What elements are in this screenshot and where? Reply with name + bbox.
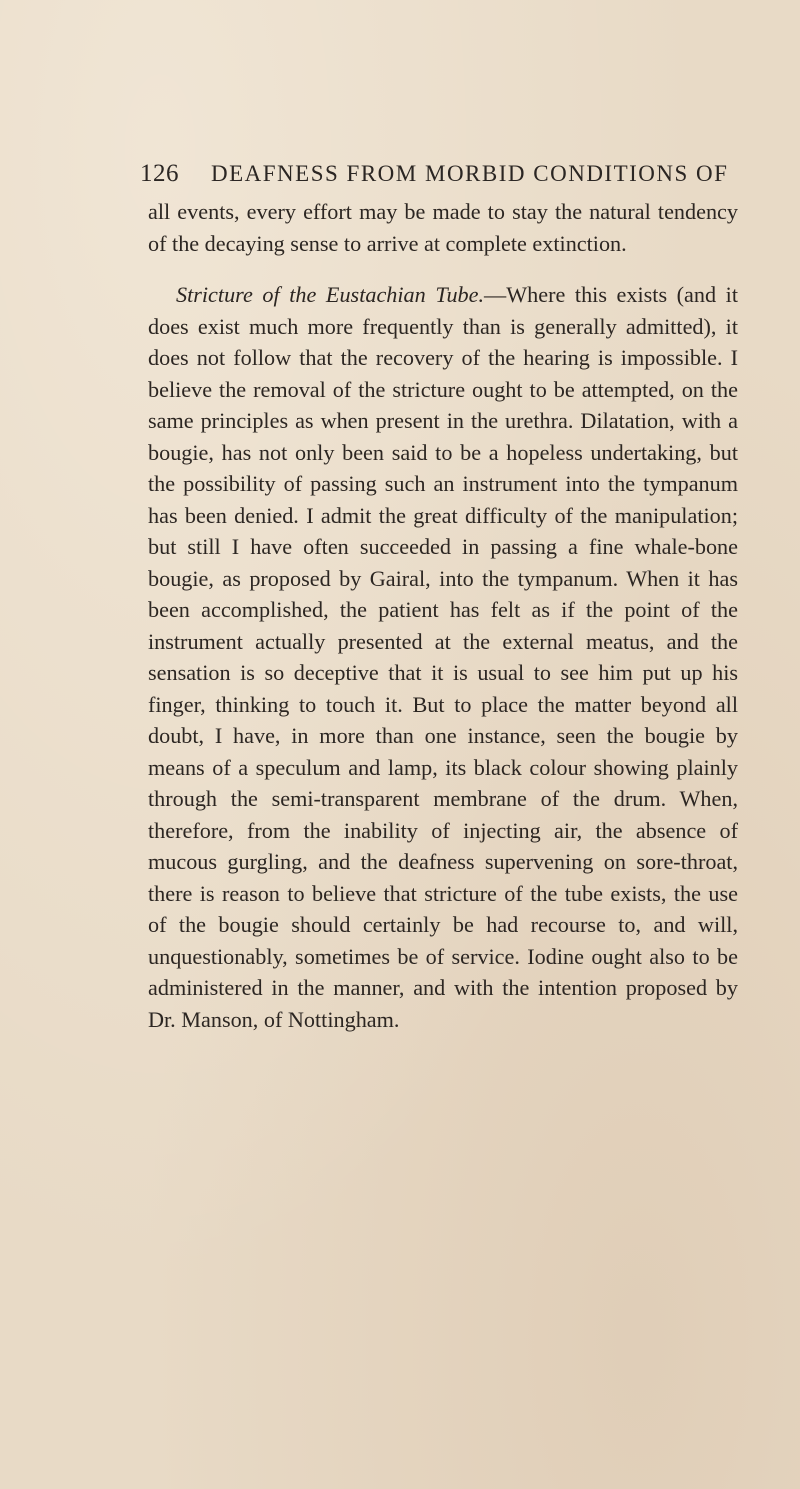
running-head	[140, 160, 740, 188]
section-heading: Stricture of the Eustachian Tube.	[176, 282, 485, 307]
paragraph-stricture-text: —Where this exists (and it does exist much more frequently than is generally admitted), it does not follow that the recovery of the hearing is impossible. I believe the removal of the stricture ought to be attempted, on the same principles as when present in the urethra. Dilatation, with a bougie, has not only been said to be a hopeless undertaking, but the possibility of passing such an instrument into the tympanum has been denied. I admit the great difficulty of the manipulation; but still I have often succeeded in passing a fine whale-bone bougie, as proposed by Gairal, into the tympanum. When it has been accomplished, the patient has felt as if the point of the instrument actually presented at the external meatus, and the sensation is so deceptive that it is usual to see him put up his finger, thinking to touch it. But to place the matter beyond all doubt, I have, in more than one instance, seen the bougie by means of a speculum and lamp, its black colour showing plainly through the semi-transparent membrane of the drum. When, therefore, from the inability of injecting air, the absence of mucous gurgling, and the deafness supervening on sore-throat, there is reason to believe that stricture of the tube exists, the use of the bougie should certainly be had recourse to, and will, unquestionably, sometimes be of service. Iodine ought also to be administered in the manner, and with the intention proposed by Dr. Manson, of Nottingham.	[148, 282, 738, 1032]
page-number: 126	[140, 160, 179, 187]
paragraph-continuation: all events, every effort may be made to stay the natural tendency of the decaying sense to arrive at complete extinction.	[148, 199, 738, 256]
body-text	[148, 196, 738, 1035]
paragraph-stricture	[148, 279, 738, 1035]
running-title: DEAFNESS FROM MORBID CONDITIONS OF	[211, 161, 729, 186]
